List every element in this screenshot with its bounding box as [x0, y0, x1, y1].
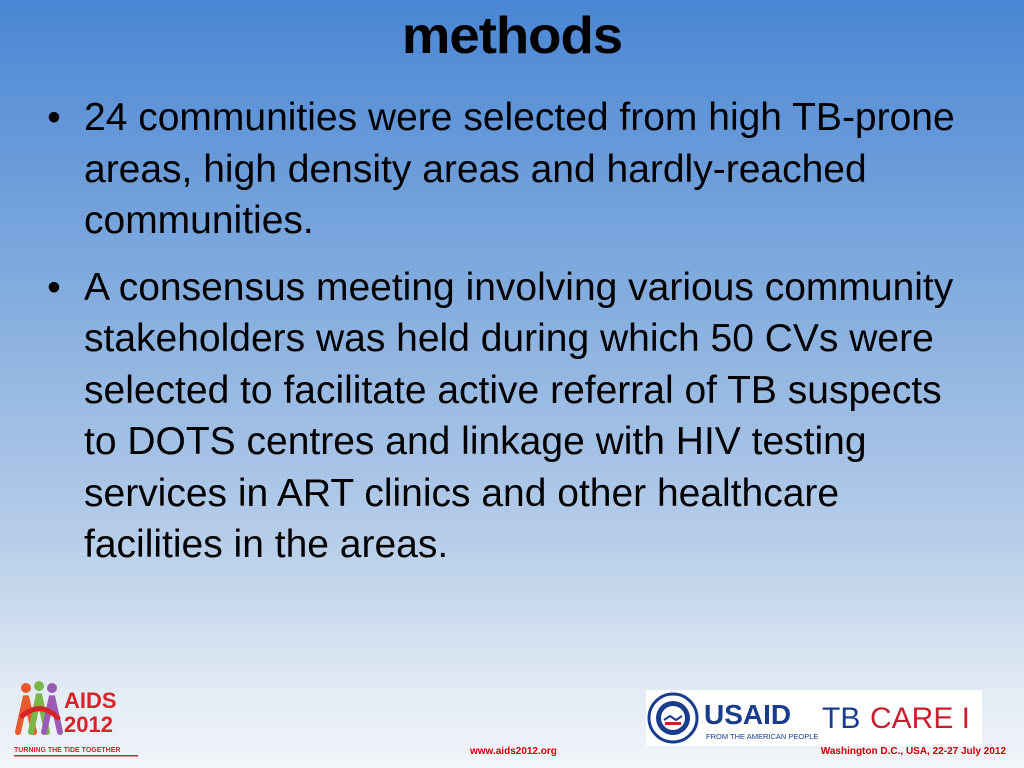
aids2012-logo: [12, 676, 140, 760]
care-label: CARE I: [870, 702, 971, 735]
footer-location: Washington D.C., USA, 22-27 July 2012: [820, 746, 1006, 757]
bullet-marker: •: [47, 265, 61, 309]
usaid-tagline: FROM THE AMERICAN PEOPLE: [706, 732, 819, 741]
usaid-tbcare-logo: [646, 690, 982, 746]
aids-logo-tagline: TURNING THE TIDE TOGETHER: [14, 747, 121, 754]
bullet-item: [40, 92, 980, 247]
bullet-list: [40, 92, 980, 586]
aids-logo-line1: AIDS: [64, 688, 117, 713]
usaid-seal-icon: [649, 694, 697, 742]
bullet-text: A consensus meeting involving various community stakeholders was held during which 50 CVs were selected to facilitate active referral of TB suspects to DOTS centres and linkage with HIV testing services in ART clinics and other healthcare facilities in the areas.: [84, 265, 954, 566]
footer-url[interactable]: www.aids2012.org: [470, 746, 557, 757]
bullet-marker: •: [47, 96, 61, 139]
tb-label: TB: [822, 702, 861, 735]
people-icon: [18, 681, 60, 732]
usaid-wordmark: USAID: [704, 699, 792, 730]
aids-logo-line2: 2012: [64, 712, 113, 737]
bullet-item: [40, 262, 980, 571]
bullet-text: 24 communities were selected from high TB-prone areas, high density areas and hardly-reached communities.: [84, 96, 955, 242]
slide-title: methods: [401, 7, 623, 65]
